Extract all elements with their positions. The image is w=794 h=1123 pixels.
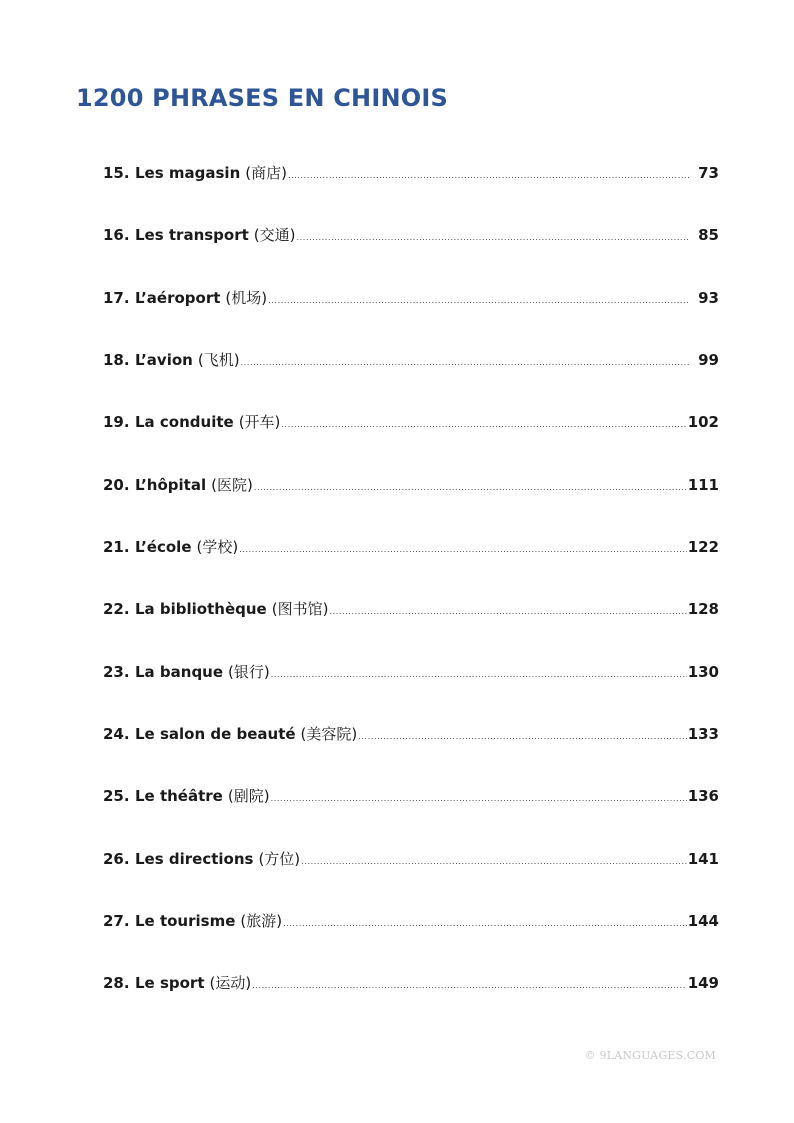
- toc-entry[interactable]: [103, 719, 719, 781]
- entry-title: Le tourisme: [135, 912, 236, 931]
- entry-title: L’hôpital: [135, 475, 207, 494]
- entry-number: 18.: [103, 351, 130, 370]
- entry-chinese: (商店): [245, 164, 287, 182]
- entry-title: Les magasin: [135, 164, 241, 182]
- entry-number: 15.: [103, 164, 130, 182]
- entry-page-number: 122: [687, 538, 719, 557]
- toc-entry[interactable]: [103, 844, 719, 906]
- entry-chinese: (旅游): [240, 912, 283, 931]
- entry-chinese: (学校): [196, 538, 239, 557]
- entry-page-number: 141: [687, 849, 719, 868]
- entry-title: La banque: [135, 662, 224, 681]
- dot-leader: [358, 722, 686, 752]
- entry-page-number: 99: [698, 351, 719, 370]
- entry-title: L’aéroport: [135, 288, 221, 307]
- entry-chinese: (方位): [258, 849, 301, 868]
- toc-entry[interactable]: [103, 781, 719, 843]
- entry-chinese: (剧院): [227, 787, 270, 806]
- toc-entry[interactable]: [103, 532, 719, 594]
- toc-entry[interactable]: [103, 158, 719, 220]
- entry-number: 21.: [103, 538, 130, 557]
- entry-title: La conduite: [135, 413, 234, 432]
- entry-number: 20.: [103, 475, 130, 494]
- dot-leader: [271, 784, 687, 814]
- toc-entry[interactable]: [103, 968, 719, 1030]
- entry-page-number: 130: [687, 662, 719, 681]
- dot-leader: [281, 410, 686, 440]
- entry-page-number: 136: [687, 787, 719, 806]
- entry-page-number: 133: [687, 725, 719, 744]
- entry-title: Le théâtre: [135, 787, 223, 806]
- dot-leader: [329, 597, 686, 627]
- entry-chinese: (运动): [209, 974, 252, 993]
- dot-leader: [297, 223, 690, 253]
- dot-leader: [241, 348, 690, 378]
- toc-entry[interactable]: [103, 407, 719, 469]
- dot-leader: [239, 535, 686, 565]
- entry-number: 22.: [103, 600, 130, 619]
- dot-leader: [301, 847, 687, 877]
- toc-entry[interactable]: [103, 470, 719, 532]
- entry-title: La bibliothèque: [135, 600, 267, 619]
- entry-chinese: (飞机): [197, 351, 240, 370]
- entry-chinese: (开车): [238, 413, 281, 432]
- dot-leader: [252, 971, 686, 1001]
- entry-page-number: 144: [687, 912, 719, 931]
- entry-number: 27.: [103, 912, 130, 931]
- entry-page-number: 111: [687, 475, 719, 494]
- toc-entry[interactable]: [103, 283, 719, 345]
- entry-page-number: 149: [687, 974, 719, 993]
- entry-number: 17.: [103, 288, 130, 307]
- entry-title: Les directions: [135, 849, 254, 868]
- table-of-contents: [103, 158, 719, 1031]
- entry-number: 23.: [103, 662, 130, 681]
- entry-chinese: (银行): [228, 662, 270, 681]
- entry-chinese: (机场): [225, 288, 268, 307]
- entry-number: 19.: [103, 413, 130, 432]
- dot-leader: [271, 660, 687, 690]
- entry-page-number: 102: [687, 413, 719, 432]
- dot-leader: [288, 161, 690, 191]
- entry-page-number: 85: [698, 226, 719, 245]
- toc-entry[interactable]: [103, 345, 719, 407]
- entry-number: 25.: [103, 787, 130, 806]
- toc-entry[interactable]: [103, 906, 719, 968]
- entry-title: Le sport: [135, 974, 205, 993]
- entry-chinese: (医院): [211, 475, 253, 494]
- toc-entry[interactable]: [103, 594, 719, 656]
- entry-number: 28.: [103, 974, 130, 993]
- entry-chinese: (交通): [253, 226, 296, 245]
- entry-chinese: (图书馆): [271, 600, 329, 619]
- dot-leader: [254, 473, 687, 503]
- toc-entry[interactable]: [103, 657, 719, 719]
- entry-title: Les transport: [135, 226, 249, 245]
- entry-number: 24.: [103, 725, 130, 744]
- entry-title: L’école: [135, 538, 192, 557]
- entry-chinese: (美容院): [300, 725, 358, 744]
- entry-page-number: 93: [698, 288, 719, 307]
- entry-page-number: 128: [687, 600, 719, 619]
- toc-entry[interactable]: [103, 220, 719, 282]
- page-title: 1200 PHRASES EN CHINOIS: [76, 84, 448, 112]
- dot-leader: [268, 286, 690, 316]
- entry-number: 26.: [103, 849, 130, 868]
- watermark: © 9LANGUAGES.COM: [584, 1049, 716, 1062]
- entry-title: L’avion: [135, 351, 193, 370]
- entry-page-number: 73: [698, 164, 719, 182]
- dot-leader: [283, 909, 687, 939]
- entry-title: Le salon de beauté: [135, 725, 296, 744]
- entry-number: 16.: [103, 226, 130, 245]
